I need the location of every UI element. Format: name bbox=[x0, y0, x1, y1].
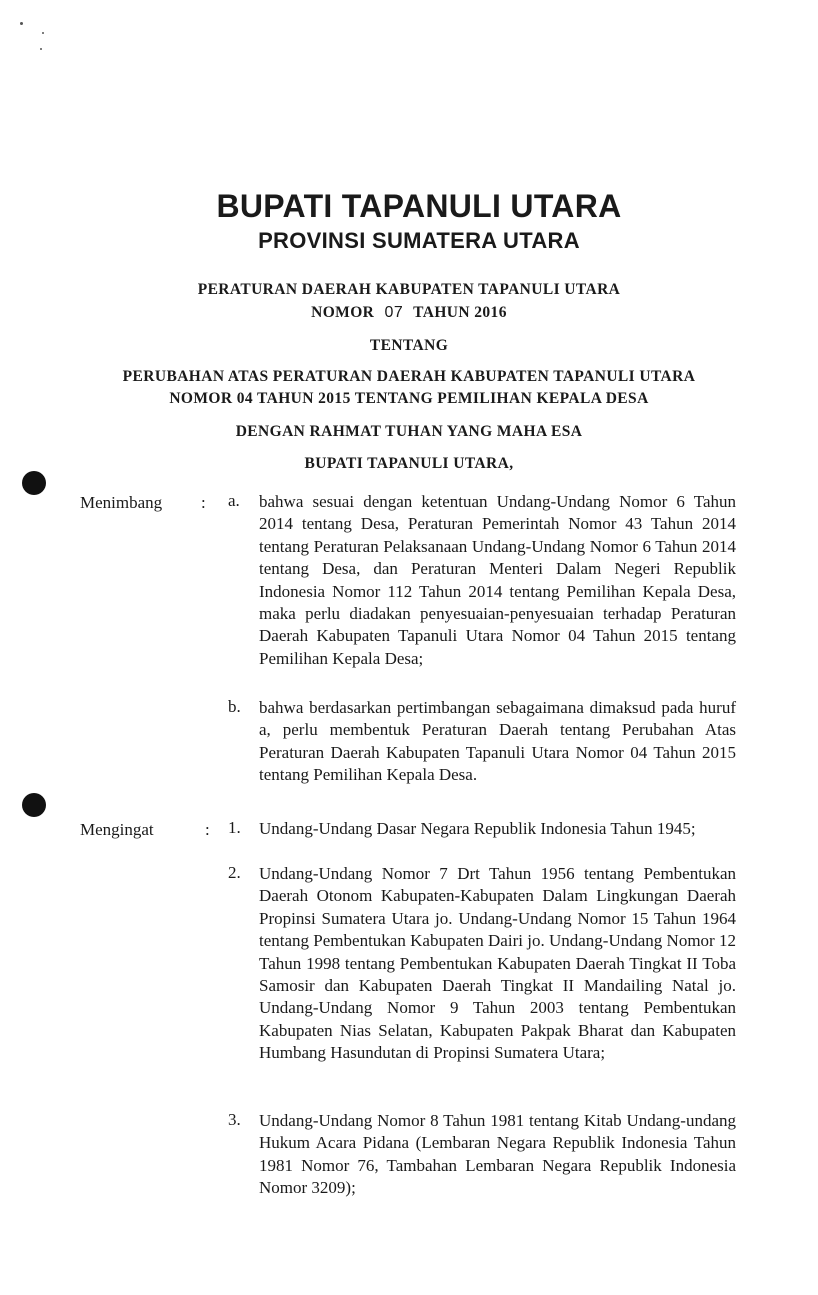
menimbang-item-a bbox=[228, 491, 736, 670]
document-title: BUPATI TAPANULI UTARA bbox=[216, 188, 622, 224]
scan-speck bbox=[40, 48, 42, 50]
preamble: DENGAN RAHMAT TUHAN YANG MAHA ESA bbox=[235, 423, 583, 440]
item-text: Undang-Undang Nomor 7 Drt Tahun 1956 tentang Pembentukan Daerah Otonom Kabupaten-Kabupaten Dalam Lingkungan Daerah Propinsi Sumatera Utara jo. Undang-Undang Nomor 15 Tahun 1964 tentang Pembentukan Kabupaten Dairi jo. Undang-Undang Nomor 12 Tahun 1998 tentang Pembentukan Kabupaten Daerah Tingkat II Toba Samosir dan Kabupaten Daerah Tingkat II Mandailing Natal jo. Undang-Undang Nomor 9 Tahun 2003 tentang Pembentukan Kabupaten Nias Selatan, Kabupaten Pakpak Bharat dan Kabupaten Humbang Hasundutan di Propinsi Sumatera Utara; bbox=[259, 864, 736, 1063]
nomor-label: NOMOR bbox=[311, 304, 375, 321]
item-text: bahwa berdasarkan pertimbangan sebagaimana dimaksud pada huruf a, perlu membentuk Peraturan Daerah tentang Perubahan Atas Peraturan Daerah Kabupaten Tapanuli Utara Nomor 04 Tahun 2015 tentang Pemilihan Kepala Desa. bbox=[259, 698, 736, 785]
mengingat-item-3 bbox=[228, 1110, 736, 1200]
item-marker: 2. bbox=[228, 863, 241, 882]
mengingat-label: Mengingat bbox=[80, 820, 154, 839]
mengingat-colon: : bbox=[205, 820, 210, 839]
item-text: Undang-Undang Dasar Negara Republik Indonesia Tahun 1945; bbox=[259, 819, 696, 838]
menimbang-label: Menimbang bbox=[80, 493, 163, 512]
item-marker: 1. bbox=[228, 818, 241, 837]
item-text: bahwa sesuai dengan ketentuan Undang-Undang Nomor 6 Tahun 2014 tentang Desa, Peraturan Pemerintah Nomor 43 Tahun 2014 tentang Peraturan Pelaksanaan Undang-Undang Nomor 6 Tahun 2014 tentang Desa, dan Peraturan Menteri Dalam Negeri Republik Indonesia Nomor 112 Tahun 2014 tentang Pemilihan Kepala Desa, maka perlu diadakan penyesuaian-penyesuaian terhadap Peraturan Daerah Kabupaten Tapanuli Utara Nomor 04 Tahun 2015 tentang Pemilihan Kepala Desa; bbox=[259, 492, 736, 668]
item-marker: 3. bbox=[228, 1110, 241, 1129]
subject-line-2: NOMOR 04 TAHUN 2015 TENTANG PEMILIHAN KEPALA DESA bbox=[169, 390, 649, 407]
mengingat-item-2 bbox=[228, 863, 736, 1065]
nomor-value: 07 bbox=[384, 304, 404, 321]
menimbang-item-b bbox=[228, 697, 736, 787]
item-marker: a. bbox=[228, 491, 240, 510]
regulation-number bbox=[0, 304, 818, 322]
subject-line-1: PERUBAHAN ATAS PERATURAN DAERAH KABUPATEN TAPANULI UTARA bbox=[122, 368, 696, 385]
mengingat-item-1 bbox=[228, 818, 736, 840]
tentang-heading: TENTANG bbox=[369, 337, 449, 354]
scan-speck bbox=[20, 22, 23, 25]
tahun-label: TAHUN 2016 bbox=[413, 304, 507, 321]
regulation-type: PERATURAN DAERAH KABUPATEN TAPANULI UTARA bbox=[197, 281, 621, 298]
punch-hole bbox=[22, 471, 46, 495]
menimbang-colon: : bbox=[201, 493, 206, 512]
item-marker: b. bbox=[228, 697, 241, 716]
punch-hole bbox=[22, 793, 46, 817]
authority: BUPATI TAPANULI UTARA, bbox=[304, 455, 514, 472]
province-title: PROVINSI SUMATERA UTARA bbox=[258, 228, 580, 253]
scan-speck bbox=[42, 32, 44, 34]
item-text: Undang-Undang Nomor 8 Tahun 1981 tentang Kitab Undang-undang Hukum Acara Pidana (Lembaran Negara Republik Indonesia Tahun 1981 Nomor 76, Tambahan Lembaran Negara Republik Indonesia Nomor 3209); bbox=[259, 1111, 736, 1198]
